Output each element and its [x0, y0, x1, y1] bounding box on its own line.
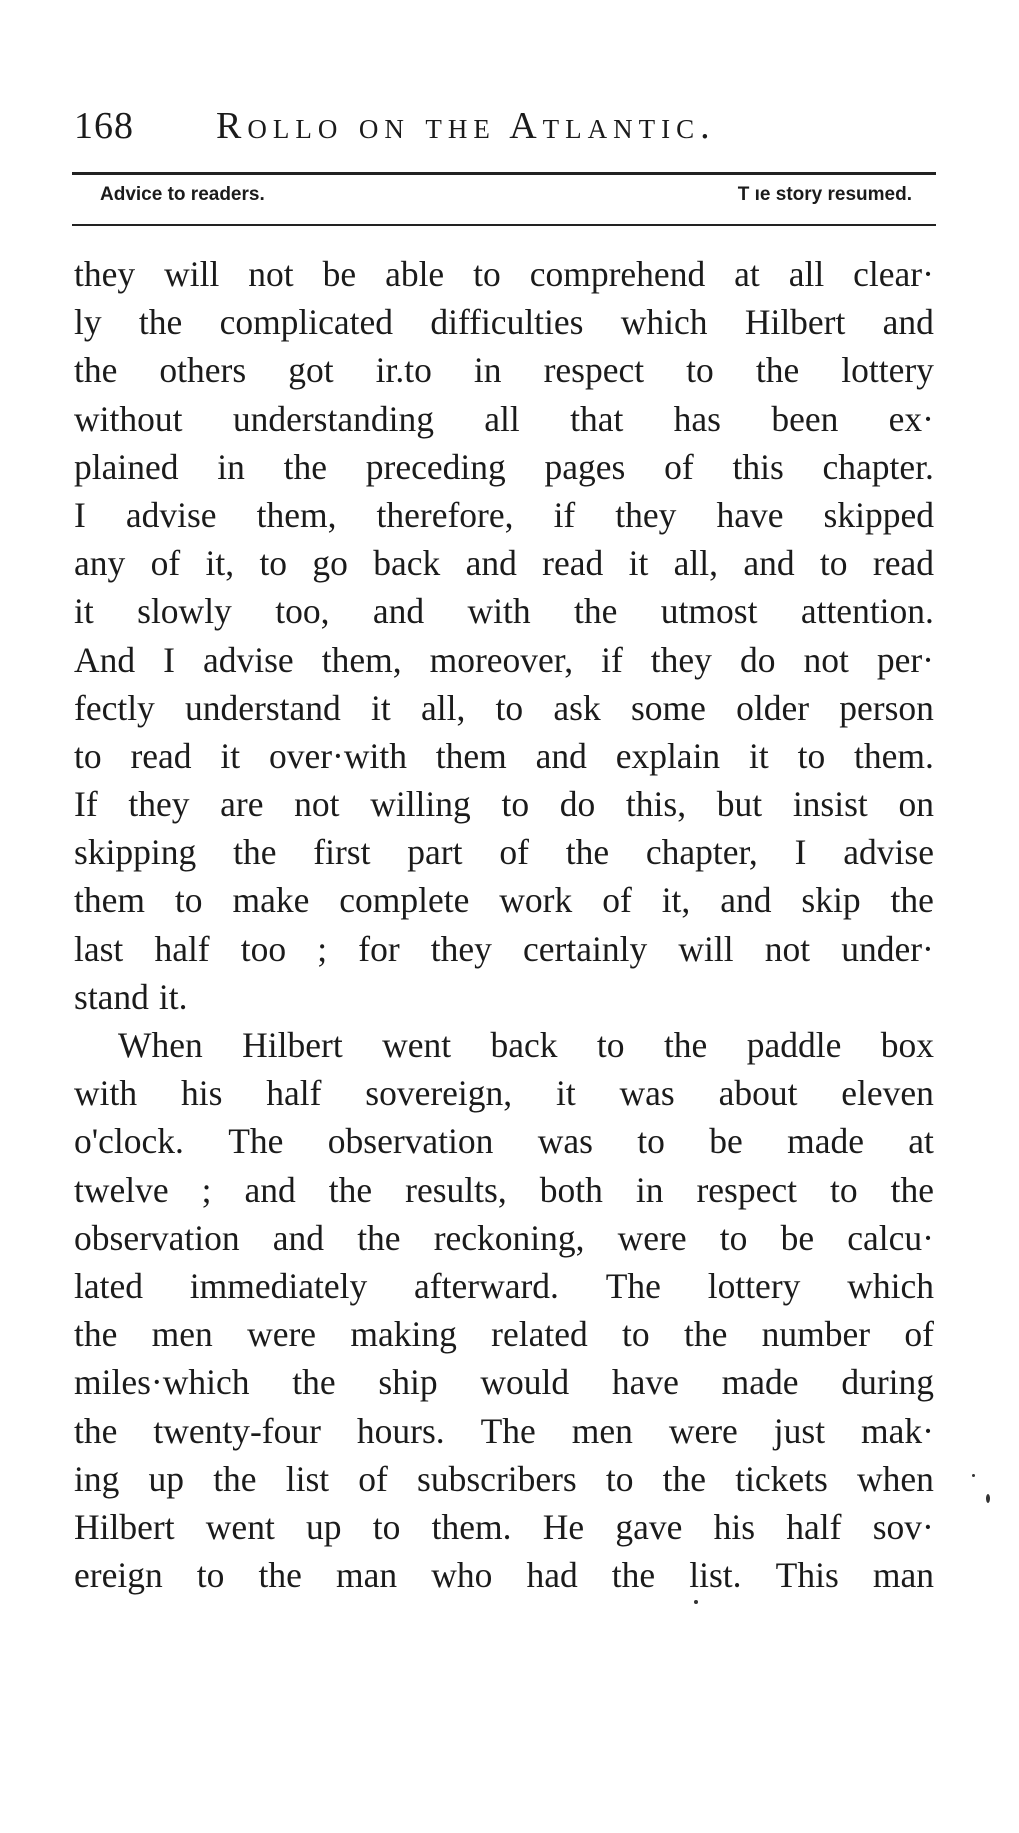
word: to	[174, 880, 203, 921]
word: it,	[661, 880, 691, 921]
word: attention.	[800, 591, 934, 632]
word: to	[372, 1506, 401, 1547]
word: made	[721, 1362, 799, 1403]
word: all,	[673, 543, 718, 584]
word: the	[233, 832, 277, 873]
word: all,	[420, 687, 466, 728]
word: to	[259, 543, 288, 584]
word: too,	[275, 591, 330, 632]
text-line	[74, 925, 934, 973]
word: chapter,	[645, 832, 758, 873]
word: ereign	[74, 1555, 163, 1596]
word: this	[732, 446, 784, 487]
word: and	[244, 1169, 296, 1210]
word: comprehend	[529, 254, 706, 294]
text-line	[74, 876, 934, 924]
header-rule-top	[72, 172, 936, 175]
word: read	[130, 735, 192, 776]
word: first	[313, 832, 371, 873]
word: go	[312, 543, 348, 584]
word: read	[872, 543, 934, 584]
word: them.	[854, 735, 934, 776]
word: list.	[689, 1555, 742, 1596]
word: it	[220, 735, 241, 776]
word: them	[435, 735, 507, 776]
word: list	[285, 1458, 330, 1499]
word: lottery	[841, 350, 934, 391]
word: man	[335, 1555, 398, 1596]
text-line	[74, 250, 934, 298]
word: When	[118, 1025, 203, 1065]
word: been	[771, 398, 839, 439]
text-line	[74, 587, 934, 635]
word: the	[663, 1025, 708, 1065]
word: some	[630, 687, 706, 728]
word: the	[565, 832, 610, 873]
word: clear·	[853, 254, 934, 294]
word: If	[74, 784, 98, 825]
word: had	[526, 1555, 578, 1596]
text-line	[74, 1358, 934, 1406]
subhead-right: T ıe story resumed.	[737, 184, 912, 205]
word: ship	[378, 1362, 438, 1403]
word: sov·	[872, 1506, 934, 1547]
word: to	[596, 1025, 625, 1065]
word: related	[491, 1314, 588, 1355]
word: were	[247, 1314, 317, 1355]
word: paddle	[746, 1025, 842, 1065]
word: all	[484, 398, 520, 439]
word: will	[164, 254, 220, 294]
word: to	[637, 1121, 665, 1162]
word: He	[542, 1506, 585, 1547]
word: fectly	[74, 687, 155, 728]
paragraph	[74, 250, 934, 1021]
word: to	[74, 735, 102, 776]
word: Hilbert	[74, 1506, 175, 1547]
word: his	[180, 1073, 223, 1114]
word: the	[74, 1410, 118, 1451]
word: were	[668, 1410, 738, 1451]
word: be	[780, 1217, 815, 1258]
word: the	[213, 1458, 257, 1499]
word: it.	[158, 976, 188, 1017]
word: advise	[125, 494, 217, 535]
word: up	[306, 1506, 342, 1547]
word: they	[615, 494, 677, 535]
page-number: 168	[74, 105, 134, 147]
word: to	[501, 784, 530, 825]
word: back	[490, 1025, 558, 1065]
header-rule-bottom	[72, 224, 936, 226]
word: work	[499, 880, 573, 921]
word: them,	[321, 639, 402, 680]
word: moreover,	[429, 639, 574, 680]
word: and	[535, 735, 587, 776]
word: it	[555, 1073, 576, 1114]
word: of	[904, 1314, 934, 1355]
text-line	[74, 780, 934, 828]
word: to	[196, 1555, 225, 1596]
word: and	[272, 1217, 325, 1258]
word: half	[266, 1073, 322, 1114]
word: I	[794, 832, 807, 873]
word: slowly	[137, 591, 232, 632]
word: of	[150, 543, 181, 584]
word: pages	[544, 446, 626, 487]
word: were	[617, 1217, 687, 1258]
word: be	[322, 254, 357, 294]
word: the	[258, 1555, 302, 1596]
word: box	[880, 1025, 934, 1065]
word: them.	[431, 1506, 512, 1547]
word: difficulties	[430, 302, 584, 343]
word: men	[571, 1410, 633, 1451]
word: they	[650, 639, 712, 680]
text-line	[74, 395, 934, 443]
word: was	[619, 1073, 675, 1114]
word: to	[495, 687, 524, 728]
word: understand	[185, 687, 341, 728]
word: able	[385, 254, 445, 294]
word: them	[74, 880, 145, 921]
word: they	[74, 254, 136, 294]
word: all	[788, 254, 825, 294]
word: subscribers	[417, 1458, 577, 1499]
word: man	[872, 1555, 934, 1596]
word: have	[611, 1362, 679, 1403]
word: will	[678, 928, 734, 969]
word: utmost	[660, 591, 758, 632]
word: skipped	[823, 494, 934, 535]
word: of	[358, 1458, 388, 1499]
word: was	[537, 1121, 593, 1162]
word: the	[357, 1217, 401, 1258]
word: And	[74, 639, 136, 680]
word: the	[283, 446, 328, 487]
word: ing	[74, 1458, 120, 1499]
word: to	[686, 350, 714, 391]
paragraph	[74, 1021, 934, 1599]
word: the	[138, 302, 183, 343]
word: immediately	[189, 1265, 368, 1306]
word: o'clock.	[74, 1121, 184, 1162]
word: insist	[792, 784, 868, 825]
word: to	[797, 735, 826, 776]
word: under·	[841, 928, 934, 969]
word: the	[890, 1169, 934, 1210]
word: twelve	[74, 1169, 169, 1210]
word: tickets	[735, 1458, 828, 1499]
word: per·	[876, 639, 934, 680]
word: explain	[615, 735, 721, 776]
text-line	[74, 684, 934, 732]
word: up	[148, 1458, 185, 1499]
word: half	[154, 928, 210, 969]
section-subheads	[72, 184, 936, 214]
text-line	[74, 298, 934, 346]
word: which	[847, 1265, 934, 1306]
word: went	[382, 1025, 452, 1065]
word: ex·	[888, 398, 934, 439]
word: of	[602, 880, 632, 921]
word: miles·which	[74, 1362, 250, 1403]
word: to	[473, 254, 501, 294]
word: the	[74, 1314, 118, 1355]
word: ask	[553, 687, 601, 728]
word: ;	[201, 1169, 212, 1210]
word: both	[539, 1169, 603, 1210]
word: if	[601, 639, 623, 680]
word: person	[839, 687, 934, 728]
word: lottery	[707, 1265, 801, 1306]
print-speck	[986, 1494, 990, 1503]
word: and	[882, 302, 934, 343]
word: the	[662, 1458, 707, 1499]
word: not	[803, 639, 849, 680]
word: has	[673, 398, 721, 439]
word: advise	[843, 832, 934, 873]
word: ir.to	[375, 350, 432, 391]
word: on	[898, 784, 934, 825]
word: not	[764, 928, 811, 969]
word: in	[217, 446, 245, 487]
word: the	[574, 591, 618, 632]
word: it,	[205, 543, 235, 584]
word: and	[720, 880, 772, 921]
word: the	[74, 350, 118, 391]
text-line	[74, 828, 934, 876]
word: The	[480, 1410, 536, 1451]
body-text	[74, 250, 934, 1599]
word: and	[743, 543, 795, 584]
word: half	[786, 1506, 842, 1547]
word: This	[775, 1555, 839, 1596]
word: to	[819, 543, 848, 584]
word: it	[74, 591, 94, 632]
word: preceding	[365, 446, 506, 487]
word: respect	[696, 1169, 797, 1210]
subhead-left: Advice to readers.	[100, 184, 265, 205]
word: plained	[74, 446, 179, 487]
word: part	[407, 832, 463, 873]
word: not	[248, 254, 294, 294]
word: men	[151, 1314, 213, 1355]
word: older	[736, 687, 810, 728]
text-line	[74, 1310, 934, 1358]
word: Hilbert	[744, 302, 846, 343]
word: the	[611, 1555, 656, 1596]
text-line	[74, 732, 934, 780]
text-line	[74, 443, 934, 491]
word: when	[857, 1458, 934, 1499]
text-line	[74, 1455, 934, 1503]
text-line	[74, 973, 934, 1021]
word: read	[542, 543, 604, 584]
word: number	[761, 1314, 871, 1355]
word: Hilbert	[242, 1025, 343, 1065]
word: with	[467, 591, 531, 632]
word: willing	[370, 784, 471, 825]
word: are	[220, 784, 264, 825]
word: of	[664, 446, 694, 487]
word: without	[74, 398, 183, 439]
word: results,	[405, 1169, 507, 1210]
word: that	[570, 398, 624, 439]
text-line	[74, 346, 934, 394]
word: which	[620, 302, 708, 343]
word: observation	[327, 1121, 494, 1162]
word: I	[163, 639, 175, 680]
word: in	[473, 350, 502, 391]
word: reckoning,	[433, 1217, 585, 1258]
word: gave	[615, 1506, 683, 1547]
word: and	[372, 591, 425, 632]
word: it	[749, 735, 769, 776]
word: advise	[203, 639, 294, 680]
word: do	[739, 639, 776, 680]
word: therefore,	[376, 494, 514, 535]
word: back	[373, 543, 441, 584]
word: at	[908, 1121, 934, 1162]
word: it	[371, 687, 391, 728]
word: ly	[74, 302, 102, 343]
word: others	[159, 350, 247, 391]
book-title: Rollo on the Atlantic.	[216, 105, 716, 147]
word: the	[890, 880, 934, 921]
word: calcu·	[847, 1217, 934, 1258]
word: with	[74, 1073, 138, 1114]
word: to	[719, 1217, 748, 1258]
word: understanding	[232, 398, 434, 439]
text-line	[74, 1262, 934, 1310]
word: to	[605, 1458, 634, 1499]
word: complicated	[219, 302, 394, 343]
word: of	[499, 832, 529, 873]
word: over·with	[268, 735, 407, 776]
text-line	[74, 1069, 934, 1117]
text-line	[74, 1214, 934, 1262]
word: for	[358, 928, 400, 969]
word: lated	[74, 1265, 143, 1306]
word: hours.	[356, 1410, 445, 1451]
running-head	[74, 104, 934, 156]
word: twenty-four	[153, 1410, 321, 1451]
word: certainly	[523, 928, 648, 969]
text-line	[74, 1166, 934, 1214]
word: be	[709, 1121, 743, 1162]
word: mak·	[861, 1410, 934, 1451]
word: the	[755, 350, 800, 391]
word: to	[622, 1314, 650, 1355]
word: the	[328, 1169, 373, 1210]
word: any	[74, 543, 126, 584]
word: sovereign,	[365, 1073, 513, 1114]
word: skipping	[74, 832, 197, 873]
print-speck	[694, 1600, 698, 1604]
text-line	[74, 1551, 934, 1599]
word: this,	[625, 784, 687, 825]
word: observation	[74, 1217, 240, 1258]
word: the	[683, 1314, 728, 1355]
word: during	[841, 1362, 934, 1403]
word: in	[635, 1169, 664, 1210]
word: the	[292, 1362, 336, 1403]
word: about	[718, 1073, 798, 1114]
word: afterward.	[414, 1265, 559, 1306]
word: went	[205, 1506, 275, 1547]
word: have	[716, 494, 784, 535]
word: they	[430, 928, 492, 969]
word: make	[232, 880, 310, 921]
print-speck	[972, 1474, 975, 1477]
word: just	[773, 1410, 826, 1451]
word: not	[294, 784, 340, 825]
word: too	[240, 928, 287, 969]
text-line	[74, 491, 934, 539]
word: got	[288, 350, 334, 391]
word: The	[228, 1121, 284, 1162]
text-line	[74, 636, 934, 684]
word: at	[734, 254, 760, 294]
text-line	[74, 1407, 934, 1455]
word: to	[830, 1169, 858, 1210]
word: but	[716, 784, 763, 825]
text-line	[74, 1021, 934, 1069]
text-line	[74, 539, 934, 587]
text-line	[74, 1503, 934, 1551]
word: I	[74, 494, 86, 535]
word: if	[553, 494, 576, 535]
word: skip	[801, 880, 861, 921]
word: stand	[74, 976, 149, 1017]
word: respect	[543, 350, 645, 391]
word: do	[559, 784, 596, 825]
word: ;	[317, 928, 328, 969]
word: chapter.	[822, 446, 934, 487]
word: and	[465, 543, 517, 584]
word: made	[787, 1121, 864, 1162]
word: last	[74, 928, 124, 969]
word: The	[605, 1265, 661, 1306]
word: his	[713, 1506, 756, 1547]
word: who	[431, 1555, 493, 1596]
word: making	[350, 1314, 457, 1355]
word: them,	[256, 494, 337, 535]
word: eleven	[841, 1073, 934, 1114]
word: they	[128, 784, 190, 825]
word: it	[628, 543, 649, 584]
word: would	[480, 1362, 570, 1403]
text-line	[74, 1117, 934, 1165]
word: complete	[339, 880, 470, 921]
